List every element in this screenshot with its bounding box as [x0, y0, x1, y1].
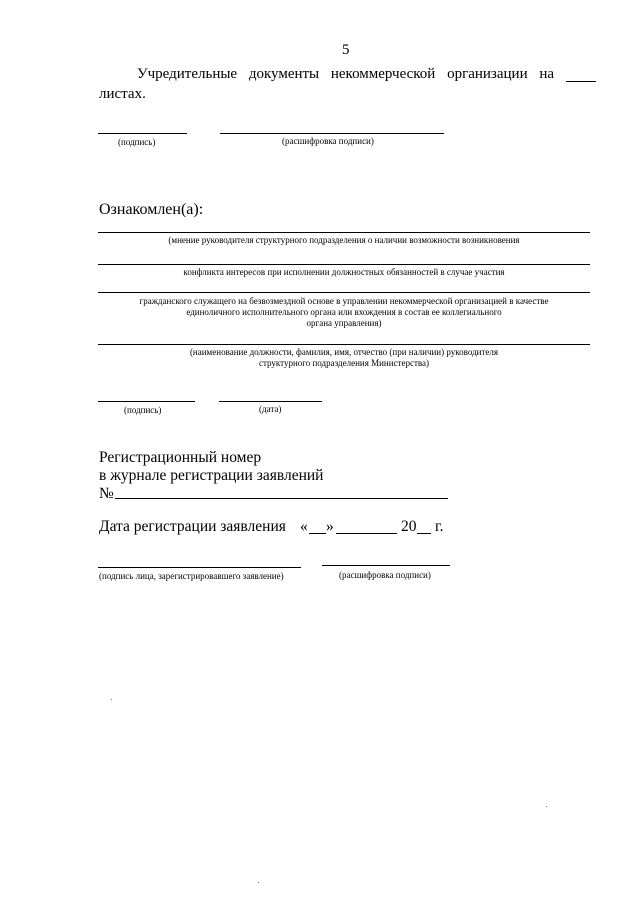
signature-line-2 [98, 401, 195, 402]
head-name-caption-2: структурного подразделения Министерства) [258, 358, 430, 368]
registrar-signature-line [98, 567, 301, 568]
month-blank [336, 533, 397, 534]
registration-number-line [115, 498, 448, 499]
opinion-caption-2: конфликта интересов при исполнении должностных обязанностей в случае участия [183, 267, 505, 277]
founding-docs-word-4: организации [447, 66, 528, 82]
transcript-caption-1: (расшифровка подписи) [282, 136, 374, 146]
year-suffix: г. [435, 518, 444, 535]
scan-speck [111, 699, 112, 700]
opinion-caption-3: гражданского служащего на безвозмездной основе в управлении некоммерческой организацией в качестве [139, 296, 549, 306]
opinion-line-2 [98, 264, 590, 265]
head-name-line [98, 344, 590, 345]
registration-number-line-2: в журнале регистрации заявлений [99, 467, 324, 484]
opinion-caption-5: органа управления) [306, 318, 382, 328]
registrar-transcript-caption: (расшифровка подписи) [339, 570, 431, 580]
head-name-caption-1: (наименование должности, фамилия, имя, отчество (при наличии) руководителя [189, 347, 499, 357]
opinion-line-1 [98, 232, 590, 233]
opinion-caption-4: единоличного исполнительного органа или вхождения в состав ее коллегиального [186, 307, 502, 317]
number-sign: № [99, 485, 114, 502]
founding-docs-line-1 [137, 66, 554, 83]
opinion-caption-1: (мнение руководителя структурного подразделения о наличии возможности возникновения [168, 235, 520, 245]
signature-line-1 [98, 133, 187, 134]
founding-docs-line-2: листах. [99, 86, 146, 102]
date-close-quote: » [326, 518, 334, 535]
transcript-line-1 [220, 133, 444, 134]
date-open-quote: « [300, 518, 308, 535]
registrar-signature-caption: (подпись лица, зарегистрировавшего заявление) [99, 571, 284, 581]
date-line [219, 401, 322, 402]
founding-docs-word-5: на [539, 66, 554, 82]
founding-docs-word-3: некоммерческой [330, 66, 436, 82]
day-blank [309, 533, 326, 534]
signature-caption-2: (подпись) [124, 405, 162, 415]
sheet-count-blank [566, 81, 596, 82]
year-blank [417, 533, 431, 534]
registrar-transcript-line [322, 565, 450, 566]
signature-caption-1: (подпись) [118, 137, 156, 147]
founding-docs-word-1: Учредительные [137, 66, 238, 82]
scan-speck [546, 806, 547, 807]
founding-docs-word-2: документы [248, 66, 320, 82]
acquainted-heading: Ознакомлен(а): [99, 201, 204, 218]
year-prefix: 20 [401, 518, 417, 535]
opinion-line-3 [98, 292, 590, 293]
registration-date-label: Дата регистрации заявления [99, 518, 286, 535]
scan-speck [258, 882, 259, 883]
registration-number-line-1: Регистрационный номер [99, 449, 262, 466]
date-caption: (дата) [259, 404, 282, 414]
page-number: 5 [342, 42, 350, 58]
